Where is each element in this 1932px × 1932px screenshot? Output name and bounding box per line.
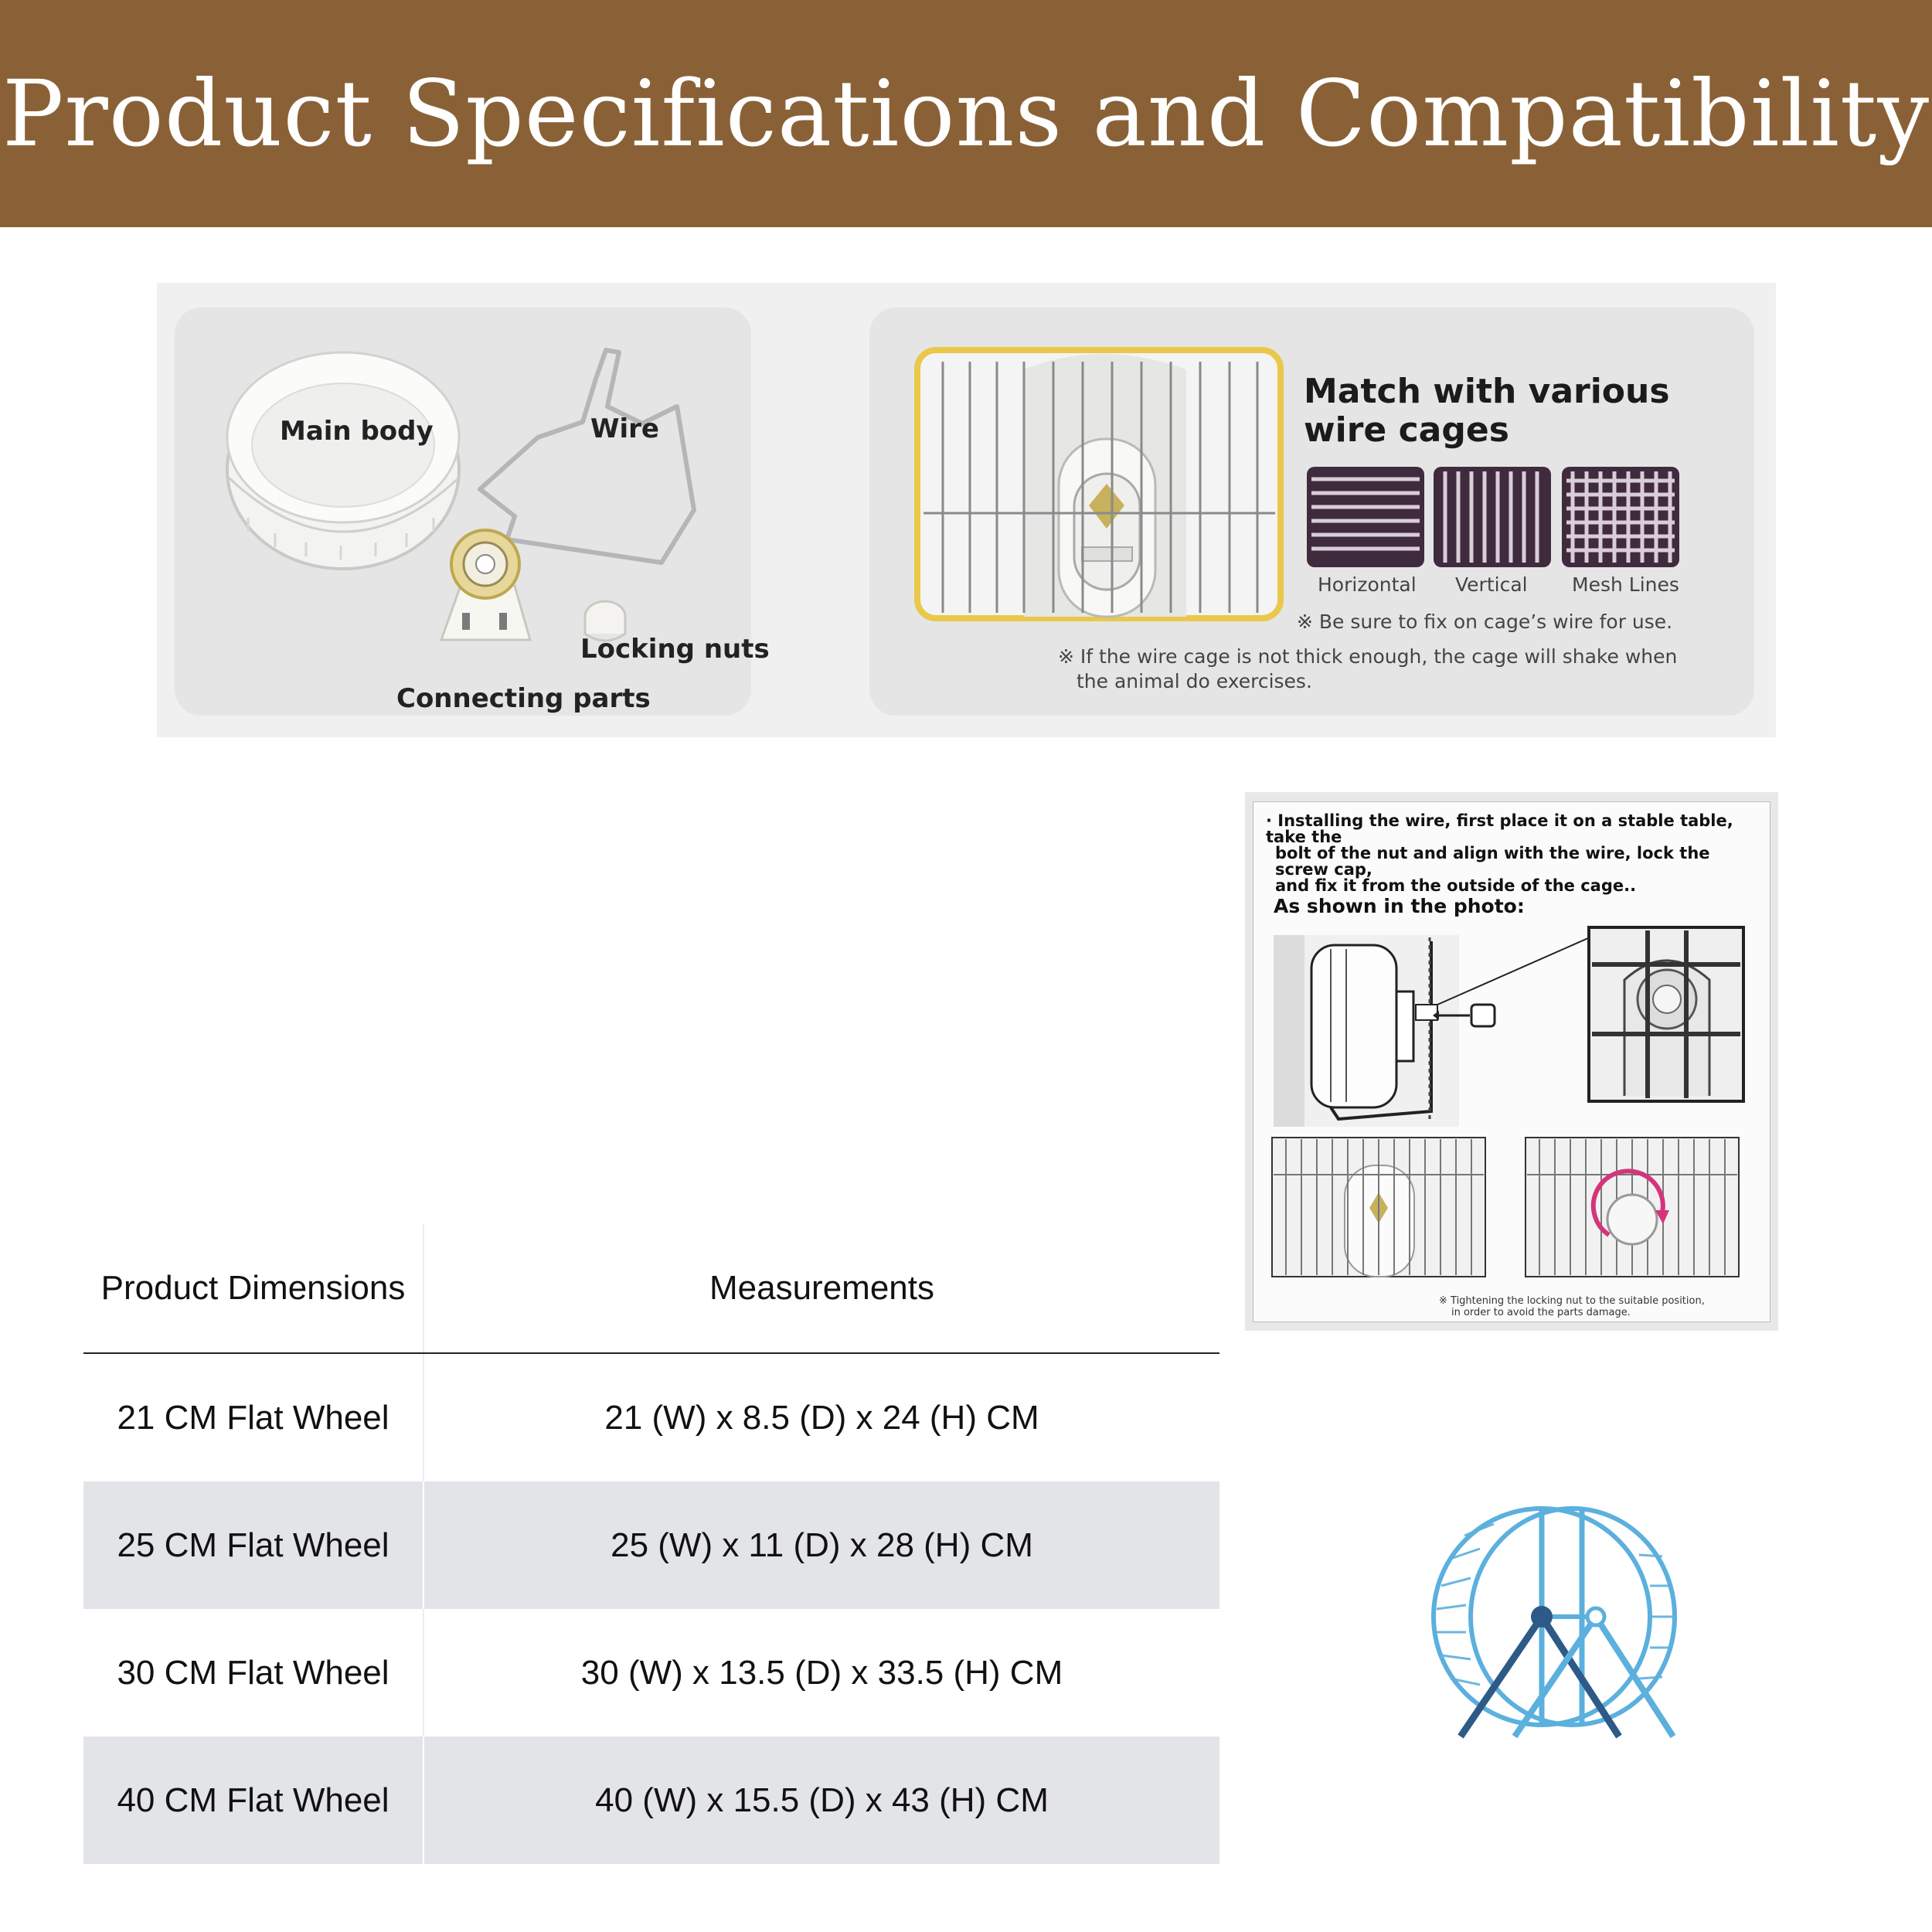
size-cell: 30 CM Flat Wheel (83, 1609, 423, 1736)
cage-note-thickness: ※ If the wire cage is not thick enough, the cage will shake when the animal do exercises. (1058, 645, 1678, 692)
measurement-cell: 40 (W) x 15.5 (D) x 43 (H) CM (423, 1736, 1219, 1864)
wire-label: Wire (590, 413, 659, 444)
cage-compatibility-card (869, 308, 1754, 716)
cage-note-fix: ※ Be sure to fix on cage’s wire for use. (1297, 611, 1673, 633)
measurement-cell: 25 (W) x 11 (D) x 28 (H) CM (423, 1481, 1219, 1609)
cage-match-title: Match with various wire cages (1304, 372, 1670, 450)
as-shown-label: As shown in the photo: (1274, 895, 1525, 917)
table-row (83, 1609, 1219, 1736)
horizontal-swatch (1307, 467, 1424, 567)
dimensions-table (83, 1224, 1219, 1864)
title-banner (0, 0, 1932, 227)
vertical-swatch (1434, 467, 1551, 567)
table-row (83, 1353, 1219, 1481)
mesh-lines-label: Mesh Lines (1572, 573, 1679, 596)
page-title: Product Specifications and Compatibility (2, 60, 1930, 167)
hamster-wheel-icon (1426, 1501, 1689, 1740)
size-cell: 40 CM Flat Wheel (83, 1736, 423, 1864)
connecting-parts-label: Connecting parts (396, 683, 651, 714)
mesh-swatch (1562, 467, 1679, 567)
horizontal-label: Horizontal (1318, 573, 1417, 596)
size-cell: 21 CM Flat Wheel (83, 1353, 423, 1481)
installation-instructions: · Installing the wire, first place it on a stable table, take the bolt of the nut and align with the wire, lock the screw cap, and fix it from the outside of the cage.. (1266, 811, 1733, 895)
main-body-label: Main body (280, 416, 434, 447)
table-header-row (83, 1224, 1219, 1353)
header-measurements: Measurements (423, 1224, 1219, 1353)
installation-footnote: ※ Tightening the locking nut to the suitable position, in order to avoid the parts damage. (1439, 1295, 1705, 1318)
measurement-cell: 30 (W) x 13.5 (D) x 33.5 (H) CM (580, 1653, 1063, 1692)
table-row (83, 1736, 1219, 1864)
size-cell: 25 CM Flat Wheel (83, 1481, 423, 1609)
vertical-label: Vertical (1455, 573, 1528, 596)
measurement-cell: 21 (W) x 8.5 (D) x 24 (H) CM (604, 1398, 1039, 1437)
installation-diagrams (1253, 802, 1770, 1297)
installation-sheet (1253, 801, 1770, 1322)
parts-card (175, 308, 770, 716)
header-product-dimensions: Product Dimensions (83, 1224, 423, 1353)
installation-panel (1245, 792, 1778, 1331)
table-row (83, 1481, 1219, 1609)
locking-nuts-label: Locking nuts (580, 634, 770, 665)
parts-and-cage-strip (157, 283, 1776, 737)
